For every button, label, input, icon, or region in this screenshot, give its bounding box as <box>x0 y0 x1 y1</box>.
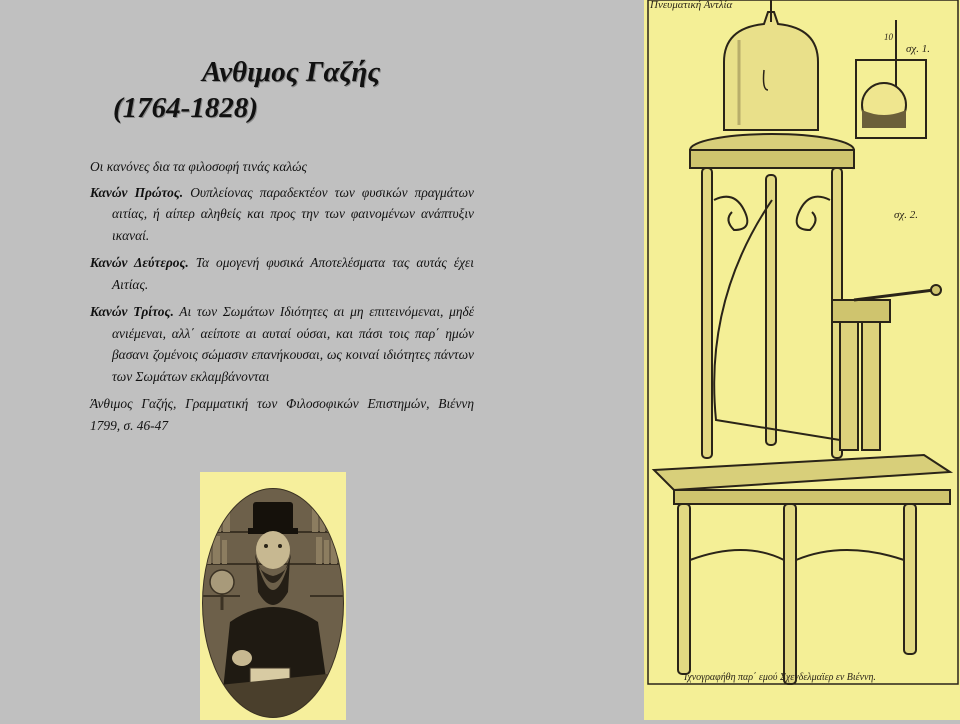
portrait-image <box>200 472 346 720</box>
air-pump-illustration <box>644 0 960 720</box>
rule-3-label: Κανών Τρίτος. <box>90 304 174 319</box>
rule-2 <box>90 252 474 295</box>
title-years: (1764-1828) <box>113 92 258 124</box>
slide-title <box>110 54 530 126</box>
rule-2-label: Κανών Δεύτερος. <box>90 255 189 270</box>
citation: Άνθιμος Γαζής, Γραμματική των Φιλοσοφικών Επιστημών, Βιέννη 1799, σ. 46-47 <box>90 396 474 433</box>
rule-2-text: Τα ομογενή φυσικά Αποτελέσματα τας αυτάς έχει Αιτίας. <box>112 255 474 292</box>
rules-text-block <box>90 156 474 440</box>
rules-intro: Οι κανόνες δια τα φιλοσοφή τινάς καλώς <box>90 159 307 174</box>
caption-top: Πνευματική Αντλία <box>650 0 733 11</box>
portrait-illustration <box>200 472 346 720</box>
fig1-label: σχ. 1. <box>906 43 931 55</box>
rule-3-text: Αι των Σωμάτων Ιδιότητες αι μη επιτεινόμεναι, μηδέ ανιέμεναι, αλλ΄ αείποτε αι αυταί ούσαι, και πάσι τοις παρ΄ ημών βασανι ζομένοις σώμασιν επανήκουσαι, ως κοιναί ιδιότητες πάντων των Σωμάτων εκλαμβάνονται <box>112 304 474 384</box>
rule-1-label: Κανών Πρώτος. <box>90 184 184 200</box>
rule-1-text: Ουπλείονας παραδεκτέον των φυσικών πραγμάτων αιτίας, ή αίπερ αληθείς και προς την των φαινομένων ανάπτυξιν ικαναί. <box>112 184 474 243</box>
rule-1 <box>90 182 474 247</box>
svg-text:10: 10 <box>884 32 893 42</box>
air-pump-engraving <box>644 0 960 720</box>
caption-bottom: Ιχνογραφήθη παρ΄ εμού Σχενδελμαϊερ εν Βιέννη. <box>684 672 876 683</box>
rule-3 <box>90 301 474 387</box>
fig2-label: σχ. 2. <box>894 209 919 221</box>
title-name: Ανθιμος Γαζής <box>202 56 381 88</box>
